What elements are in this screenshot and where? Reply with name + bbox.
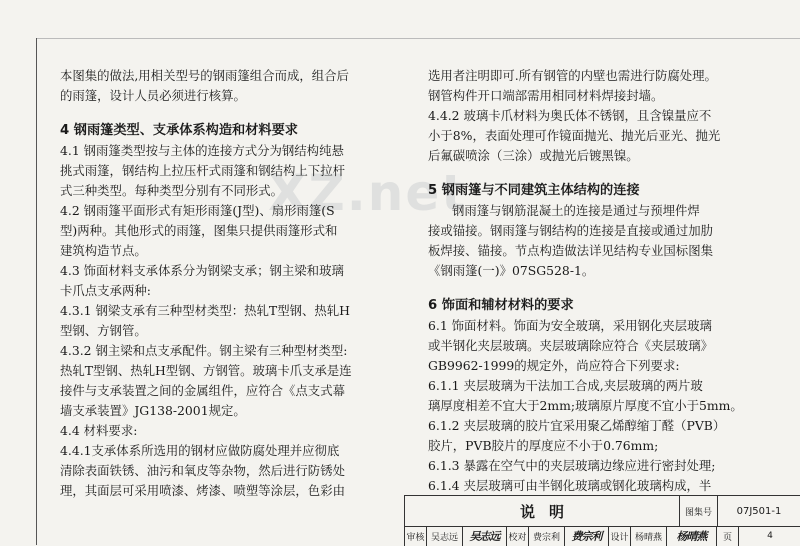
frame-top-line	[36, 38, 800, 39]
title-block-row-1	[405, 496, 800, 527]
watermark-text: XZ.net	[268, 164, 468, 222]
p4-4-1-line-2: 清除表面铁锈、油污和氧皮等杂物，然后进行防锈处	[60, 463, 345, 478]
page-label: 页	[717, 526, 739, 546]
section-5-title: 5 钢雨篷与不同建筑主体结构的连接	[428, 183, 640, 198]
reviewer-signature: 吴志远	[463, 526, 507, 546]
reviewer-name: 吴志远	[427, 526, 463, 546]
section-4-title: 4 钢雨篷类型、支承体系构造和材料要求	[60, 123, 298, 138]
p4-4-2-line-2: 小于8%，表面处理可作镜面抛光、抛光后亚光、抛光	[428, 128, 721, 143]
p4-3-2-line-1: 4.3.2 钢主梁和点支承配件。钢主梁有三种型材类型:	[60, 343, 348, 358]
intro-line-2: 的雨篷，设计人员必须进行核算。	[60, 88, 246, 103]
p4-1-line-2: 挑式雨篷，钢结构上拉压杆式雨篷和钢结构上下拉杆	[60, 163, 345, 178]
p4-2-line-1: 4.2 钢雨篷平面形式有矩形雨篷(J型)、扇形雨篷(S	[60, 203, 335, 218]
p6-1-3-line: 6.1.3 暴露在空气中的夹层玻璃边缘应进行密封处理;	[428, 458, 716, 473]
p6-1-2-line-1: 6.1.2 夹层玻璃的胶片宜采用聚乙烯醇缩丁醛（PVB）	[428, 418, 726, 433]
p4-2-line-2: 型)两种。其他形式的雨篷，图集只提供雨篷形式和	[60, 223, 338, 238]
review-label: 审核	[405, 526, 427, 546]
title-block	[404, 495, 800, 546]
p6-1-1-line-1: 6.1.1 夹层玻璃为干法加工合成,夹层玻璃的两片玻	[428, 378, 703, 393]
p4-3-2-line-3: 接件与支承装置之间的金属组件，应符合《点支式幕	[60, 383, 345, 398]
p5-line-3: 板焊接、锚接。节点构造做法详见结构专业国标图集	[428, 243, 713, 258]
p6-1-line-3: GB9962-1999的规定外，尚应符合下列要求:	[428, 358, 680, 373]
p6-1-4-line: 6.1.4 夹层玻璃可由半钢化玻璃或钢化玻璃构成，半	[428, 478, 712, 493]
p4-4-1-line-1: 4.4.1支承体系所选用的钢材应做防腐处理并应彻底	[60, 443, 340, 458]
cont-line-1: 选用者注明即可.所有钢管的内壁也需进行防腐处理。	[428, 68, 717, 83]
checker-signature: 费宗利	[565, 526, 609, 546]
p5-line-1: 钢雨篷与钢筋混凝土的连接是通过与预埋件焊	[452, 203, 700, 218]
check-label: 校对	[507, 526, 529, 546]
designer-signature: 杨晴燕	[667, 526, 717, 546]
section-6-title: 6 饰面和辅材材料的要求	[428, 298, 574, 313]
p6-1-line-1: 6.1 饰面材料。饰面为安全玻璃，采用钢化夹层玻璃	[428, 318, 712, 333]
atlas-number-label: 图集号	[680, 496, 718, 526]
p4-3-line-2: 卡爪点支承两种:	[60, 283, 151, 298]
p4-1-line-3: 式三种类型。每种类型分别有不同形式。	[60, 183, 284, 198]
p4-3-1-line-1: 4.3.1 钢梁支承有三种型材类型：热轧T型钢、热轧H	[60, 303, 350, 318]
p6-1-2-line-2: 胶片，PVB胶片的厚度应不小于0.76mm;	[428, 438, 659, 453]
p6-1-line-2: 或半钢化夹层玻璃。夹层玻璃除应符合《夹层玻璃》	[428, 338, 713, 353]
checker-name: 费宗利	[529, 526, 565, 546]
title-block-row-2	[405, 526, 800, 546]
p4-3-2-line-2: 热轧T型钢、热轧H型钢、方钢管。玻璃卡爪支承是连	[60, 363, 352, 378]
p4-3-1-line-2: 型钢、方钢管。	[60, 323, 147, 338]
p5-line-2: 接或锚接。钢雨篷与钢结构的连接是直接或通过加肋	[428, 223, 713, 238]
p4-4-1-line-3: 理，其面层可采用喷漆、烤漆、喷塑等涂层，色彩由	[60, 483, 345, 498]
frame-left-line	[36, 38, 37, 545]
p6-1-1-line-2: 璃厚度相差不宜大于2mm;玻璃原片厚度不宜小于5mm。	[428, 398, 743, 413]
intro-line-1: 本图集的做法,用相关型号的钢雨篷组合而成，组合后	[60, 68, 349, 83]
p4-4-2-line-1: 4.4.2 玻璃卡爪材料为奥氏体不锈钢，且含镍量应不	[428, 108, 712, 123]
sheet-title: 说明	[405, 496, 680, 526]
cont-line-2: 钢管构件开口端部需用相同材料焊接封墙。	[428, 88, 664, 103]
right-column	[428, 66, 784, 496]
p5-line-4: 《钢雨篷(一)》07SG528-1。	[428, 263, 595, 278]
atlas-number: 07J501-1	[736, 505, 782, 517]
left-column	[60, 66, 406, 501]
p4-3-line-1: 4.3 饰面材料支承体系分为钢梁支承；钢主梁和玻璃	[60, 263, 344, 278]
p4-3-2-line-4: 墙支承装置》JG138-2001规定。	[60, 403, 246, 418]
page-number: 4	[767, 531, 773, 541]
p4-4-2-line-3: 后氟碳喷涂（三涂）或抛光后镀黑镍。	[428, 148, 639, 163]
p4-4-line: 4.4 材料要求:	[60, 423, 138, 438]
p4-1-line-1: 4.1 钢雨篷类型按与主体的连接方式分为钢结构纯悬	[60, 143, 344, 158]
design-label: 设计	[609, 526, 631, 546]
designer-name: 杨晴燕	[631, 526, 667, 546]
p4-2-line-3: 建筑构造节点。	[60, 243, 147, 258]
